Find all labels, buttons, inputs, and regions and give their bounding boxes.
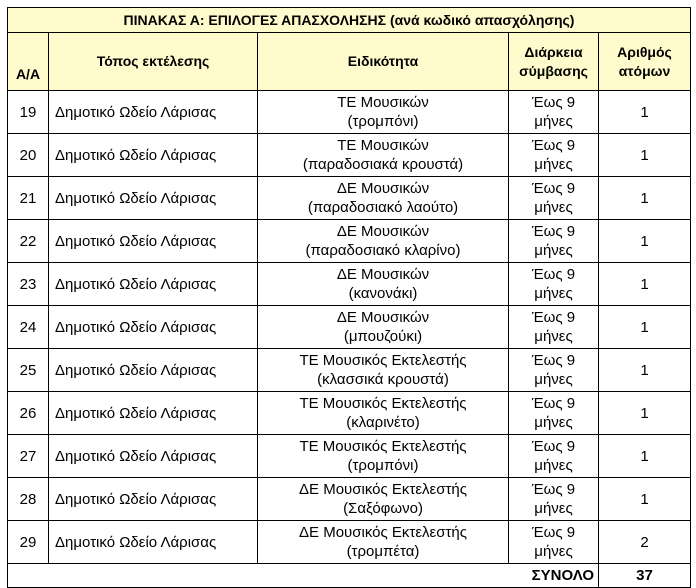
cell-count: 1 <box>599 263 691 306</box>
cell-duration-line1: Έως 9 <box>531 180 576 197</box>
cell-aa: 23 <box>8 263 49 306</box>
cell-specialty-line2: (κλασσικά κρουστά) <box>317 371 449 388</box>
cell-specialty <box>258 392 509 435</box>
table-row <box>8 392 691 435</box>
cell-duration <box>509 349 599 392</box>
cell-duration <box>509 306 599 349</box>
cell-duration-line1: Έως 9 <box>531 94 576 111</box>
cell-count: 1 <box>599 134 691 177</box>
cell-specialty-line2: (παραδοσιακά κρουστά) <box>302 156 464 173</box>
header-count-line2: ατόμων <box>618 62 671 79</box>
cell-duration-line2: μήνες <box>534 457 573 474</box>
cell-specialty <box>258 263 509 306</box>
cell-specialty <box>258 435 509 478</box>
header-duration-line2: σύμβασης <box>519 62 588 79</box>
cell-specialty-line1: ΤΕ Μουσικών <box>337 94 429 111</box>
cell-specialty <box>258 134 509 177</box>
cell-duration <box>509 478 599 521</box>
table-row <box>8 91 691 134</box>
cell-count: 1 <box>599 435 691 478</box>
cell-specialty-line2: (παραδοσιακό κλαρίνο) <box>305 242 461 259</box>
cell-aa: 29 <box>8 521 49 564</box>
table-title: ΠΙΝΑΚΑΣ Α: ΕΠΙΛΟΓΕΣ ΑΠΑΣΧΟΛΗΣΗΣ (ανά κωδικό απασχόλησης) <box>8 8 691 33</box>
cell-specialty-line1: ΔΕ Μουσικός Εκτελεστής <box>299 481 467 498</box>
cell-duration-line2: μήνες <box>534 414 573 431</box>
cell-location: Δημοτικό Ωδείο Λάρισας <box>49 177 258 220</box>
cell-count: 1 <box>599 478 691 521</box>
cell-duration-line1: Έως 9 <box>531 352 576 369</box>
table-row <box>8 134 691 177</box>
cell-duration <box>509 392 599 435</box>
cell-count: 1 <box>599 392 691 435</box>
header-duration <box>509 33 599 91</box>
cell-aa: 26 <box>8 392 49 435</box>
cell-specialty-line1: ΔΕ Μουσικών <box>336 266 430 283</box>
cell-specialty <box>258 177 509 220</box>
cell-location: Δημοτικό Ωδείο Λάρισας <box>49 263 258 306</box>
cell-duration-line2: μήνες <box>534 199 573 216</box>
employment-options-table <box>7 7 691 588</box>
cell-location: Δημοτικό Ωδείο Λάρισας <box>49 349 258 392</box>
cell-location: Δημοτικό Ωδείο Λάρισας <box>49 435 258 478</box>
cell-duration-line1: Έως 9 <box>531 395 576 412</box>
cell-count: 1 <box>599 91 691 134</box>
cell-duration <box>509 263 599 306</box>
table-row <box>8 435 691 478</box>
cell-specialty <box>258 478 509 521</box>
cell-specialty-line2: (τρομπόνι) <box>347 457 419 474</box>
table-row <box>8 263 691 306</box>
cell-duration <box>509 435 599 478</box>
cell-duration-line2: μήνες <box>534 285 573 302</box>
cell-aa: 27 <box>8 435 49 478</box>
cell-duration-line2: μήνες <box>534 500 573 517</box>
total-row <box>8 564 691 588</box>
cell-specialty-line2: (τρομπόνι) <box>347 113 419 130</box>
header-location: Τόπος εκτέλεσης <box>49 33 258 91</box>
cell-aa: 25 <box>8 349 49 392</box>
cell-location: Δημοτικό Ωδείο Λάρισας <box>49 134 258 177</box>
cell-duration-line2: μήνες <box>534 371 573 388</box>
table-row <box>8 349 691 392</box>
cell-count: 1 <box>599 306 691 349</box>
cell-specialty <box>258 306 509 349</box>
cell-specialty-line1: ΤΕ Μουσικός Εκτελεστής <box>299 395 467 412</box>
cell-specialty-line2: (κλαρινέτο) <box>346 414 420 431</box>
cell-specialty-line2: (κανονάκι) <box>348 285 418 302</box>
cell-specialty-line1: ΔΕ Μουσικός Εκτελεστής <box>299 524 467 541</box>
cell-specialty <box>258 91 509 134</box>
header-count-line1: Αριθμός <box>617 43 672 60</box>
header-aa: Α/Α <box>8 33 49 91</box>
cell-duration-line1: Έως 9 <box>531 438 576 455</box>
cell-aa: 28 <box>8 478 49 521</box>
cell-specialty-line1: ΤΕ Μουσικών <box>337 137 429 154</box>
cell-count: 2 <box>599 521 691 564</box>
cell-location: Δημοτικό Ωδείο Λάρισας <box>49 91 258 134</box>
cell-specialty <box>258 349 509 392</box>
cell-aa: 19 <box>8 91 49 134</box>
cell-aa: 20 <box>8 134 49 177</box>
table-row <box>8 177 691 220</box>
total-value: 37 <box>599 564 691 588</box>
cell-location: Δημοτικό Ωδείο Λάρισας <box>49 392 258 435</box>
cell-location: Δημοτικό Ωδείο Λάρισας <box>49 220 258 263</box>
cell-specialty-line1: ΤΕ Μουσικός Εκτελεστής <box>299 438 467 455</box>
cell-specialty <box>258 521 509 564</box>
header-duration-line1: Διάρκεια <box>524 43 583 60</box>
cell-duration-line2: μήνες <box>534 328 573 345</box>
cell-specialty-line1: ΤΕ Μουσικός Εκτελεστής <box>299 352 467 369</box>
header-count <box>599 33 691 91</box>
cell-location: Δημοτικό Ωδείο Λάρισας <box>49 478 258 521</box>
cell-specialty-line2: (παραδοσιακό λαούτο) <box>307 199 459 216</box>
cell-specialty-line2: (τρομπέτα) <box>346 543 420 560</box>
table-row <box>8 478 691 521</box>
total-label: ΣΥΝΟΛΟ <box>8 564 599 588</box>
cell-duration-line2: μήνες <box>534 543 573 560</box>
cell-location: Δημοτικό Ωδείο Λάρισας <box>49 521 258 564</box>
cell-duration-line1: Έως 9 <box>531 223 576 240</box>
cell-duration-line1: Έως 9 <box>531 524 576 541</box>
cell-specialty-line1: ΔΕ Μουσικών <box>336 223 430 240</box>
cell-duration-line1: Έως 9 <box>531 266 576 283</box>
cell-duration-line1: Έως 9 <box>531 481 576 498</box>
cell-duration-line1: Έως 9 <box>531 137 576 154</box>
cell-aa: 21 <box>8 177 49 220</box>
cell-duration <box>509 177 599 220</box>
cell-aa: 22 <box>8 220 49 263</box>
table-row <box>8 220 691 263</box>
cell-location: Δημοτικό Ωδείο Λάρισας <box>49 306 258 349</box>
header-specialty: Ειδικότητα <box>258 33 509 91</box>
cell-specialty-line1: ΔΕ Μουσικών <box>336 180 430 197</box>
cell-duration-line2: μήνες <box>534 156 573 173</box>
cell-count: 1 <box>599 349 691 392</box>
cell-specialty <box>258 220 509 263</box>
cell-duration <box>509 521 599 564</box>
cell-specialty-line2: (μπουζούκι) <box>343 328 423 345</box>
cell-duration-line1: Έως 9 <box>531 309 576 326</box>
cell-count: 1 <box>599 177 691 220</box>
cell-aa: 24 <box>8 306 49 349</box>
table-row <box>8 521 691 564</box>
cell-specialty-line1: ΔΕ Μουσικών <box>336 309 430 326</box>
table-row <box>8 306 691 349</box>
cell-duration-line2: μήνες <box>534 242 573 259</box>
cell-duration-line2: μήνες <box>534 113 573 130</box>
cell-duration <box>509 220 599 263</box>
cell-duration <box>509 91 599 134</box>
cell-specialty-line2: (Σαξόφωνο) <box>343 500 423 517</box>
cell-duration <box>509 134 599 177</box>
cell-count: 1 <box>599 220 691 263</box>
